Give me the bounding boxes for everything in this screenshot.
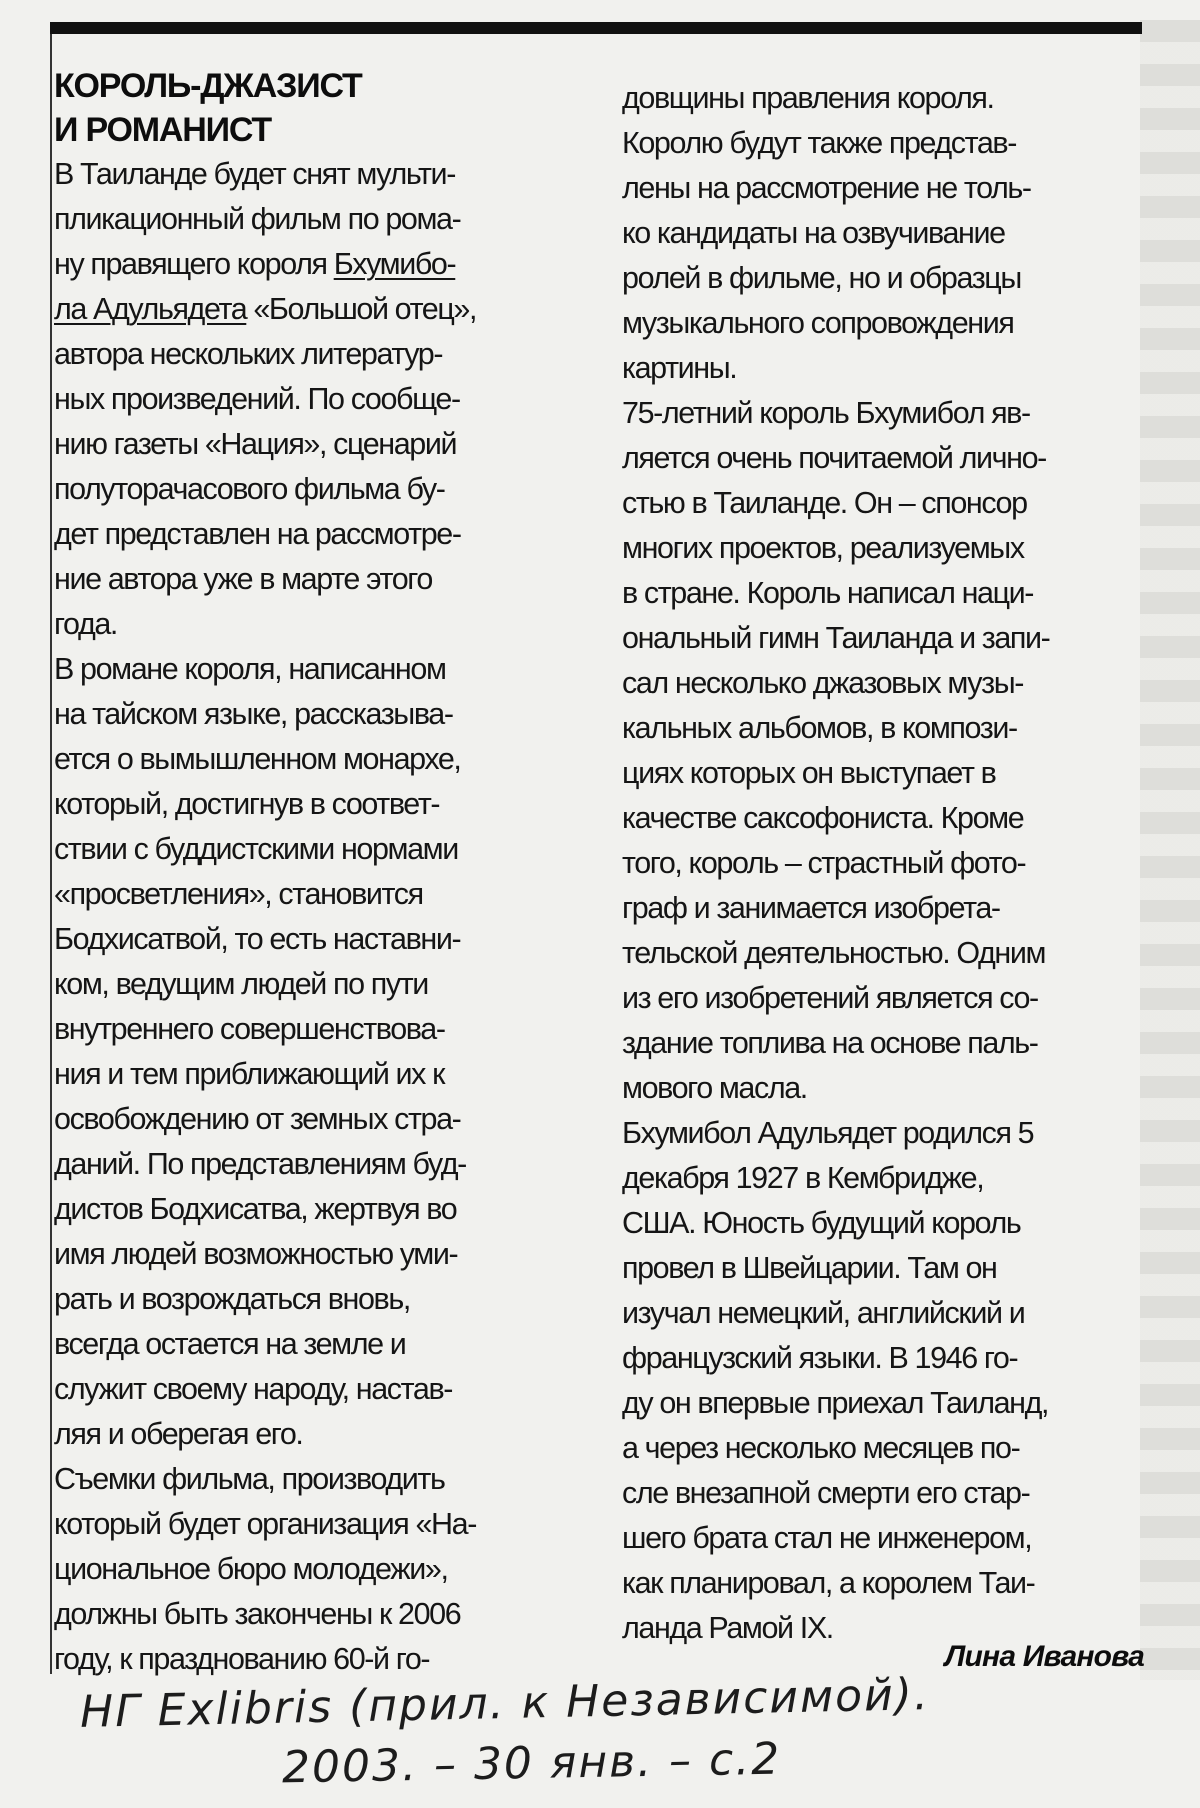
text-line: В романе короля, написанном [54,652,446,686]
text-line: ляется очень почитаемой лично- [622,441,1046,475]
headline-line: КОРОЛЬ-ДЖАЗИСТ [54,67,362,105]
text-line: ния и тем приближающий их к [54,1057,445,1091]
text-line: качестве саксофониста. Кроме [622,801,1024,835]
text-line: многих проектов, реализуемых [622,531,1024,565]
text-line: шего брата стал не инженером, [622,1521,1032,1555]
text-line: дет представлен на рассмотре- [54,517,461,551]
text-line: граф и занимается изобрета- [622,891,1000,925]
text-line: который, достигнув в соответ- [54,787,440,821]
text-line: ется о вымышленном монархе, [54,742,461,776]
adjacent-column-bleed [1140,20,1200,1680]
text-fragment: ну правящего короля [54,247,334,281]
text-line: картины. [622,351,737,385]
text-line: циональное бюро молодежи», [54,1552,448,1586]
text-line: США. Юность будущий король [622,1206,1021,1240]
text-line: «просветления», становится [54,877,423,911]
article-body-right [622,76,1140,1651]
text-line: внутреннего совершенствова- [54,1012,445,1046]
text-line: стью в Таиланде. Он – спонсор [622,486,1027,520]
text-line: ланда Рамой IX. [622,1611,833,1645]
text-line: в стране. Король написал наци- [622,576,1034,610]
text-line: должны быть закончены к 2006 [54,1597,461,1631]
handwritten-date-note: 2003. – 30 янв. – с.2 [281,1733,782,1794]
text-line: на тайском языке, рассказыва- [54,697,453,731]
article-right-column [622,76,1140,1651]
text-line: довщины правления короля. [622,81,994,115]
text-line: Бхумибол Адульядет родился 5 [622,1116,1034,1150]
text-line: изучал немецкий, английский и [622,1296,1025,1330]
text-line: служит своему народу, настав- [54,1372,453,1406]
text-line: ду он впервые приехал Таиланд, [622,1386,1049,1420]
left-column-rule [50,34,52,1674]
text-line: автора нескольких литератур- [54,337,443,371]
text-line: декабря 1927 в Кембридже, [622,1161,984,1195]
text-line: Королю будут также представ- [622,126,1016,160]
text-line: музыкального сопровождения [622,306,1014,340]
text-line: который будет организация «На- [54,1507,476,1541]
text-line: рать и возрождаться вновь, [54,1282,410,1316]
top-rule [50,22,1142,34]
text-line: году, к празднованию 60-й го- [54,1642,430,1676]
underlined-name: ла Адульядета [54,292,247,326]
text-line: ролей в фильме, но и образцы [622,261,1021,295]
text-line: ных произведений. По сообще- [54,382,460,416]
text-line: кальных альбомов, в компози- [622,711,1017,745]
text-line: французский языки. В 1946 го- [622,1341,1018,1375]
text-line: 75-летний король Бхумибол яв- [622,396,1030,430]
text-line: провел в Швейцарии. Там он [622,1251,997,1285]
text-line: мового масла. [622,1071,807,1105]
article-left-column [54,64,574,1682]
text-line: сал несколько джазовых музы- [622,666,1024,700]
text-line: Съемки фильма, производить [54,1462,445,1496]
text-line: даний. По представлениям буд- [54,1147,466,1181]
text-line: нию газеты «Нация», сценарий [54,427,457,461]
text-line: освобождению от земных стра- [54,1102,461,1136]
text-line: а через несколько месяцев по- [622,1431,1020,1465]
text-line: года. [54,607,117,641]
article-body-left [54,152,574,1682]
text-line: тельской деятельностью. Одним [622,936,1046,970]
text-line: ляя и оберегая его. [54,1417,303,1451]
text-line: сле внезапной смерти его стар- [622,1476,1030,1510]
text-line: того, король – страстный фото- [622,846,1026,880]
underlined-name: Бхумибо- [333,247,456,281]
text-fragment: «Большой отец», [246,292,477,326]
text-line: всегда остается на земле и [54,1327,406,1361]
text-line: Бодхисатвой, то есть наставни- [54,922,461,956]
headline-line: И РОМАНИСТ [54,111,271,149]
text-line: ко кандидаты на озвучивание [622,216,1005,250]
text-line [54,242,574,287]
text-line: ком, ведущим людей по пути [54,967,428,1001]
text-line: из его изобретений является со- [622,981,1038,1015]
text-line [54,287,574,332]
text-line: В Таиланде будет снят мульти- [54,157,455,191]
text-line: как планировал, а королем Таи- [622,1566,1035,1600]
author-byline: Лина Иванова [944,1640,1144,1673]
text-line: лены на рассмотрение не толь- [622,171,1031,205]
text-line: полуторачасового фильма бу- [54,472,445,506]
handwritten-source-note: НГ Exlibris (прил. к Независимой). [79,1669,931,1738]
text-line: пликационный фильм по рома- [54,202,461,236]
text-line: имя людей возможностью уми- [54,1237,458,1271]
text-line: ние автора уже в марте этого [54,562,432,596]
text-line: циях которых он выступает в [622,756,996,790]
text-line: здание топлива на основе паль- [622,1026,1038,1060]
text-line: ствии с буддистскими нормами [54,832,458,866]
article-headline [54,64,574,152]
text-line: дистов Бодхисатва, жертвуя во [54,1192,457,1226]
text-line: ональный гимн Таиланда и запи- [622,621,1050,655]
